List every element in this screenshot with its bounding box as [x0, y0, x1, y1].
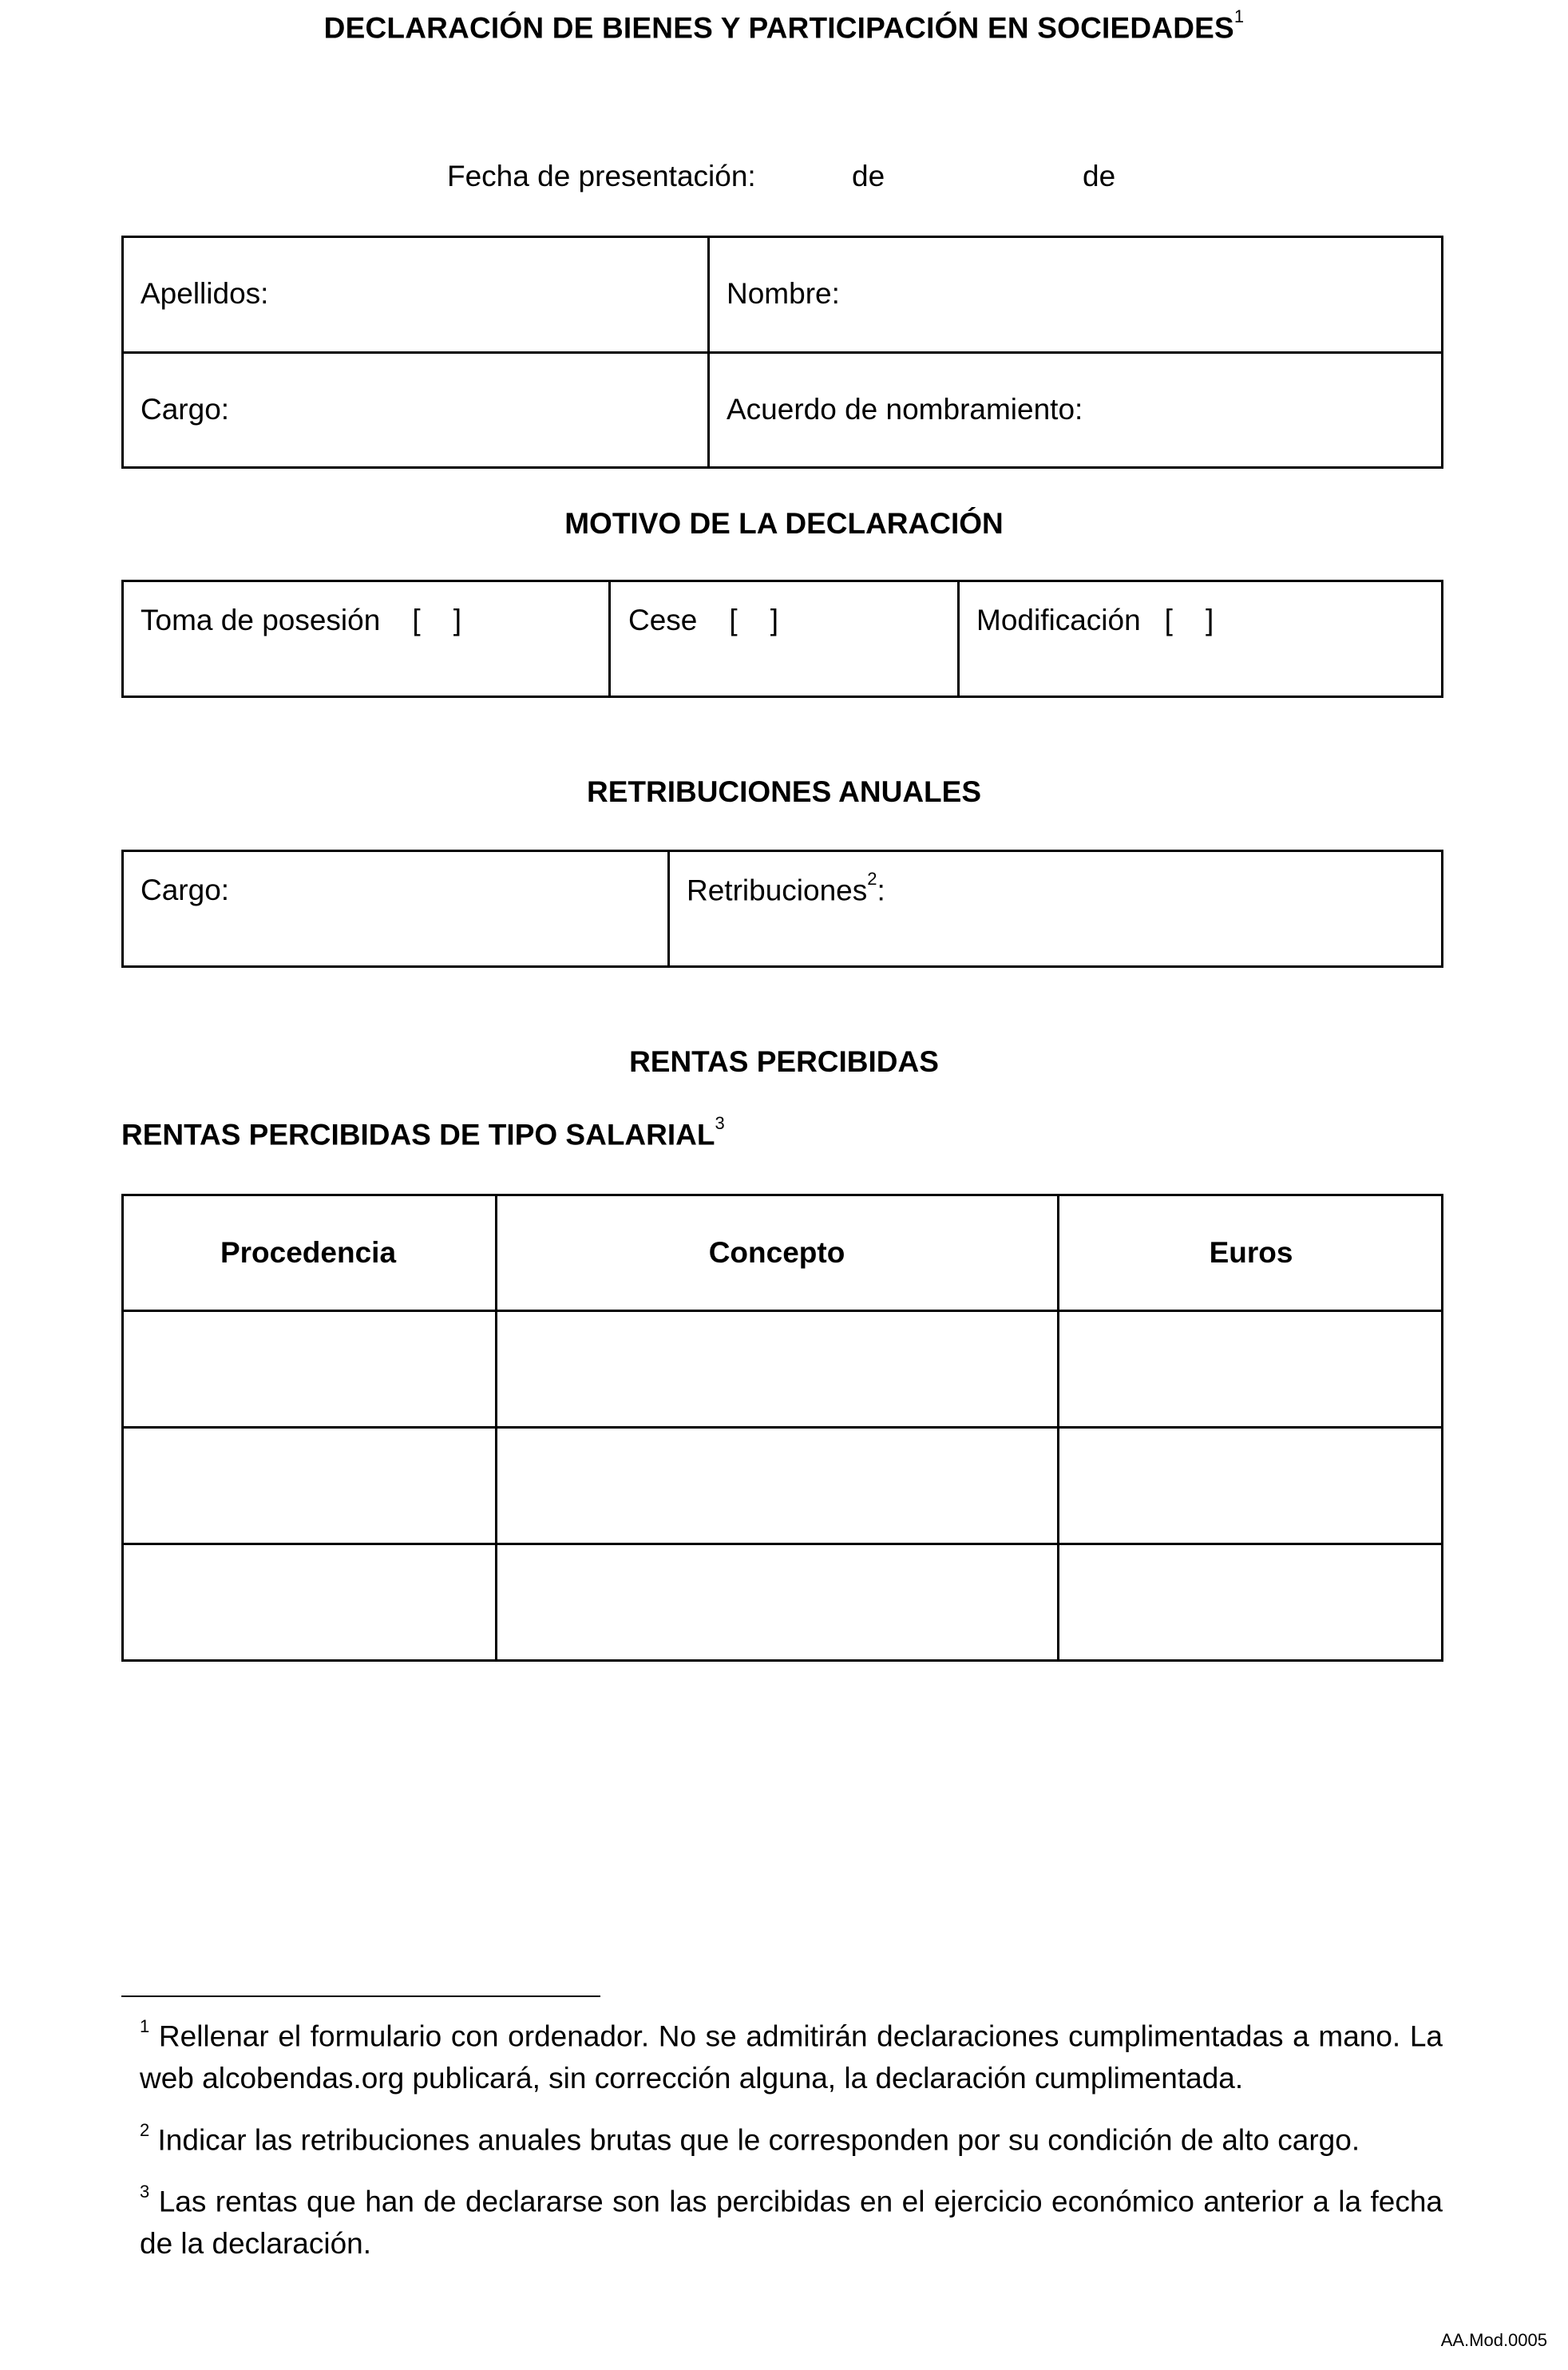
- table-cell[interactable]: [498, 1429, 1055, 1541]
- table-cell[interactable]: [1060, 1546, 1440, 1658]
- table-cell[interactable]: [125, 1429, 493, 1541]
- divider: [121, 1310, 1443, 1312]
- motivo-heading: MOTIVO DE LA DECLARACIÓN: [564, 507, 1004, 540]
- table-cell[interactable]: [125, 1546, 493, 1658]
- divider: [608, 580, 611, 698]
- divider: [667, 850, 670, 968]
- checkbox-modificacion[interactable]: [ ]: [1164, 604, 1214, 636]
- table-cell[interactable]: [125, 1313, 493, 1425]
- acuerdo-nombramiento-field[interactable]: Acuerdo de nombramiento:: [727, 393, 1083, 426]
- divider: [121, 351, 1443, 354]
- footnote-2: $^2$ Indicar las retribuciones anuales brutas que le corresponden por su condición de alto cargo.: [140, 2120, 1360, 2157]
- retribuciones-field[interactable]: Retribuciones$^2$:: [687, 869, 885, 907]
- retribuciones-heading: RETRIBUCIONES ANUALES: [586, 775, 982, 808]
- fecha-de-2: de: [1083, 160, 1116, 192]
- column-header-concepto: Concepto: [708, 1236, 845, 1269]
- fecha-label: Fecha de presentación:: [447, 160, 756, 192]
- option-toma-de-posesion[interactable]: Toma de posesión [ ]: [141, 604, 461, 636]
- table-cell[interactable]: [498, 1546, 1055, 1658]
- column-header-procedencia: Procedencia: [220, 1236, 397, 1269]
- page-title: DECLARACIÓN DE BIENES Y PARTICIPACIÓN EN SOCIEDADES$^1$: [323, 6, 1245, 45]
- option-modificacion[interactable]: Modificación [ ]: [976, 604, 1214, 636]
- rentas-heading: RENTAS PERCIBIDAS: [629, 1045, 939, 1078]
- checkbox-toma-de-posesion[interactable]: [ ]: [412, 604, 461, 636]
- footnote-ref-2: 2: [867, 869, 877, 889]
- option-cese[interactable]: Cese [ ]: [628, 604, 779, 636]
- divider: [707, 236, 710, 469]
- divider: [957, 580, 960, 698]
- cargo-field[interactable]: Cargo:: [141, 393, 230, 426]
- table-cell[interactable]: [1060, 1313, 1440, 1425]
- column-header-euros: Euros: [1209, 1236, 1293, 1269]
- table-cell[interactable]: [498, 1313, 1055, 1425]
- fecha-de-1: de: [852, 160, 885, 192]
- retribuciones-cargo-field[interactable]: Cargo:: [141, 874, 230, 906]
- nombre-field[interactable]: Nombre:: [727, 277, 840, 310]
- rentas-subheading: RENTAS PERCIBIDAS DE TIPO SALARIAL$^3$: [121, 1113, 725, 1151]
- checkbox-cese[interactable]: [ ]: [729, 604, 779, 636]
- footnote-3: $^3$ Las rentas que han de declararse son las percibidas en el ejercicio económico anterior a la fecha de la declaración.: [140, 2182, 1443, 2261]
- motivo-table: [121, 580, 1443, 698]
- footnote-ref-1: 1: [1233, 6, 1245, 26]
- footnote-divider: [121, 1995, 600, 1997]
- divider: [121, 1426, 1443, 1429]
- footnote-ref-3: 3: [715, 1113, 725, 1133]
- retribuciones-table: [121, 850, 1443, 968]
- apellidos-field[interactable]: Apellidos:: [141, 277, 269, 310]
- footnote-1: $^1$ Rellenar el formulario con ordenador. No se admitirán declaraciones cumplimentadas a mano. La web alcobendas.org publicará, sin corrección alguna, la declaración cumplimentada.: [140, 2016, 1443, 2095]
- form-code: AA.Mod.0005: [1440, 2330, 1547, 2350]
- table-cell[interactable]: [1060, 1429, 1440, 1541]
- divider: [121, 1543, 1443, 1545]
